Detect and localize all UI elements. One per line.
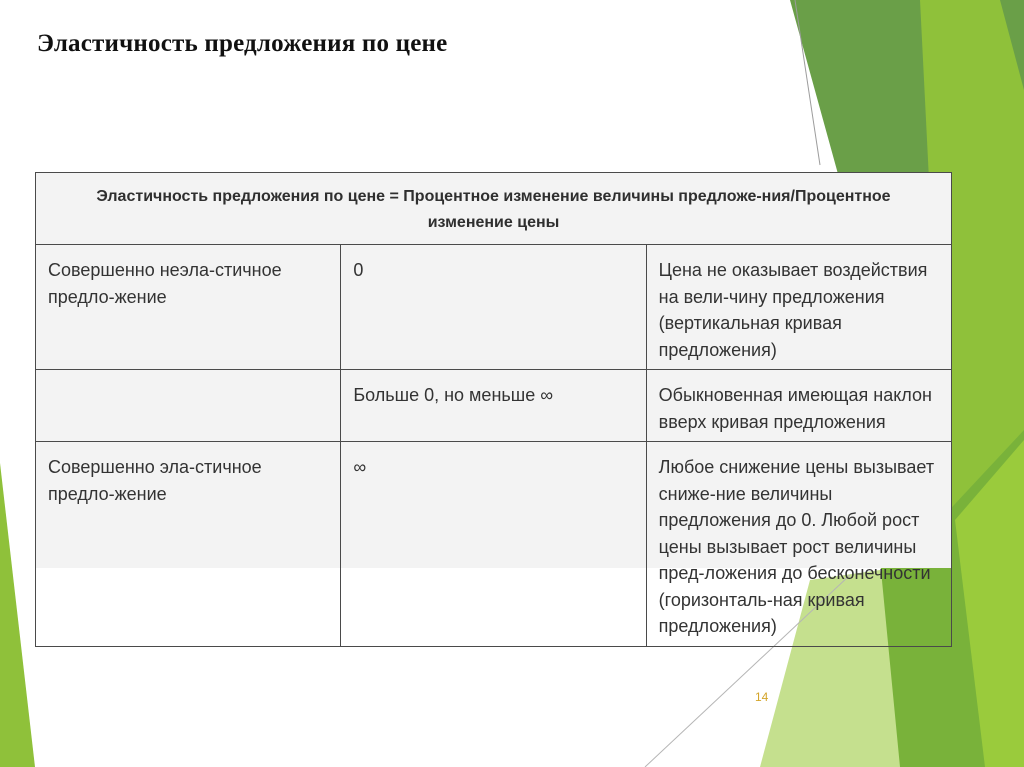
table-header-row [36,173,952,245]
table-cell-type: Совершенно неэла-стичное предло-жение [36,245,341,370]
table-cell-description: Обыкновенная имеющая наклон вверх кривая предложения [646,370,951,442]
table-row [36,442,952,647]
page-number: 14 [755,690,769,704]
table-cell-type: Совершенно эла-стичное предло-жение [36,442,341,647]
table-row [36,245,952,370]
elasticity-table [35,172,952,636]
table-cell-value: ∞ [341,442,646,647]
table-row [36,370,952,442]
table-cell-description: Любое снижение цены вызывает сниже-ние величины предложения до 0. Любой рост цены вызывает рост величины пред-ложения до бесконечности (горизонталь-ная кривая предложения) [646,442,951,647]
table-cell-description: Цена не оказывает воздействия на вели-чину предложения (вертикальная кривая предложения) [646,245,951,370]
slide-title: Эластичность предложения по цене [37,30,448,57]
table-header: Эластичность предложения по цене = Процентное изменение величины предложе-ния/Процентное изменение цены [36,173,952,245]
left-green-triangle [0,463,35,767]
table-cell-value: Больше 0, но меньше ∞ [341,370,646,442]
table-cell-value: 0 [341,245,646,370]
table-cell-type [36,370,341,442]
